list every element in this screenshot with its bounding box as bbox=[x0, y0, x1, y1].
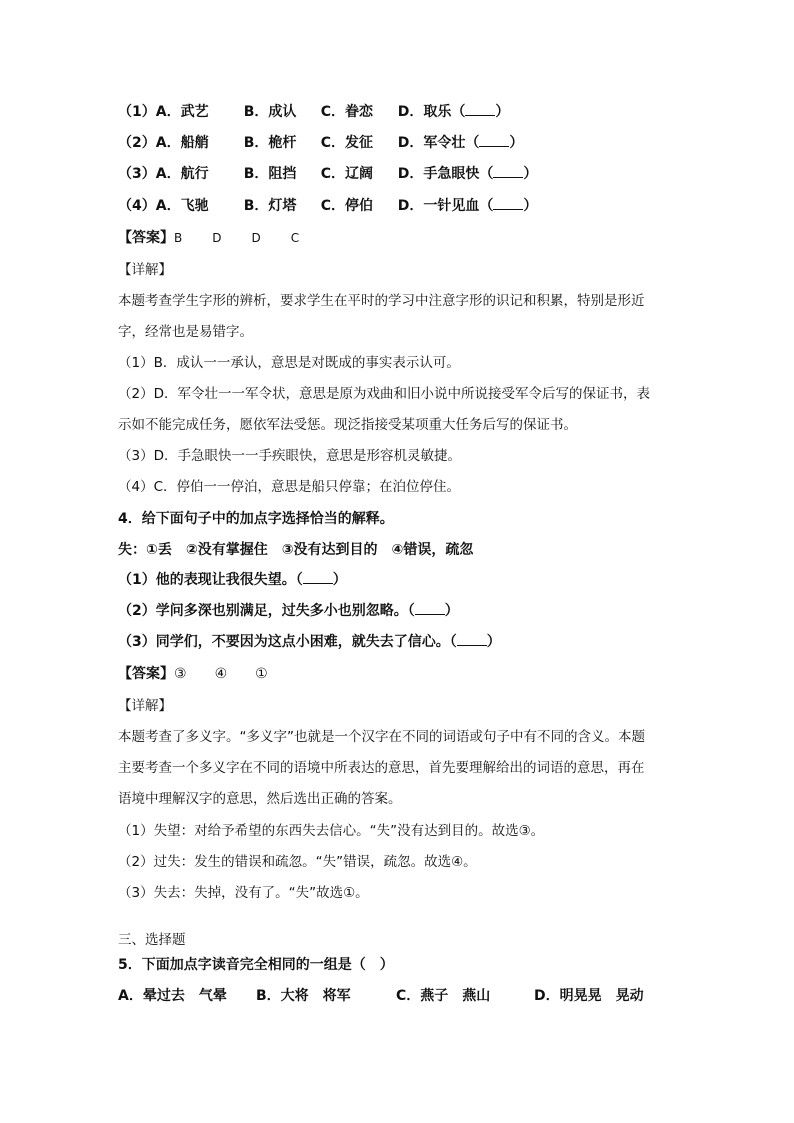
option-a: A．航行 bbox=[155, 166, 209, 182]
answer-value: ① bbox=[255, 666, 268, 682]
answer-label: 【答案】 bbox=[118, 666, 174, 682]
q4-answer bbox=[118, 664, 290, 684]
close-paren: ） bbox=[332, 572, 347, 588]
answer-blank[interactable] bbox=[493, 197, 523, 210]
detail-item: （4）C．停伯一一停泊，意思是船只停靠；在泊位停住。 bbox=[118, 479, 461, 495]
detail-item: （3）失去：失掉，没有了。“失”故选①。 bbox=[118, 885, 369, 901]
detail-paragraph: 主要考查一个多义字在不同的语境中所表达的意思，首先要理解给出的词语的意思，再在 bbox=[118, 760, 645, 776]
section-heading: 三、选择题 bbox=[118, 932, 186, 948]
option-c: C．燕子 燕山 bbox=[396, 988, 491, 1004]
detail-item: （1）B．成认一一承认，意思是对既成的事实表示认可。 bbox=[118, 355, 460, 371]
item-text: （3）同学们，不要因为这点小困难，就失去了信心。（ bbox=[118, 634, 457, 650]
answer-value: C bbox=[290, 231, 300, 245]
option-c: C．停伯 bbox=[320, 198, 374, 214]
q5-title: 5．下面加点字读音完全相同的一组是（ ） bbox=[118, 957, 394, 973]
option-b: B．成认 bbox=[243, 104, 297, 120]
option-b: B．大将 将军 bbox=[256, 988, 351, 1004]
detail-item: （2）D．军令壮一一军令状，意思是原为戏曲和旧小说中所说接受军令后写的保证书，表 bbox=[118, 386, 650, 402]
detail-paragraph: 本题考查学生字形的辨析，要求学生在平时的学习中注意字形的识记和积累，特别是形近 bbox=[118, 293, 645, 309]
answer-value: D bbox=[251, 231, 261, 245]
detail-item: （3）D．手急眼快一一手疾眼快，意思是形容机灵敏捷。 bbox=[118, 448, 461, 464]
q4-options: 失：①丢 ②没有掌握住 ③没有达到目的 ④错误，疏忽 bbox=[118, 542, 474, 558]
close-paren: ） bbox=[444, 603, 459, 619]
detail-label: 【详解】 bbox=[118, 262, 172, 278]
option-d: D．手急眼快（ bbox=[397, 166, 494, 182]
answer-blank[interactable] bbox=[415, 602, 445, 615]
answer-blank[interactable] bbox=[493, 165, 523, 178]
answer-blank[interactable] bbox=[457, 633, 487, 646]
option-a: A．飞驰 bbox=[155, 198, 209, 214]
answer-blank[interactable] bbox=[479, 134, 509, 147]
option-c: C．发征 bbox=[320, 135, 374, 151]
q3-answer bbox=[118, 228, 329, 248]
option-a: A．晕过去 气晕 bbox=[118, 988, 227, 1004]
option-d: D．取乐（ bbox=[397, 104, 466, 120]
detail-paragraph: 本题考查了多义字。“多义字”也就是一个汉字在不同的词语或句子中有不同的含义。本题 bbox=[118, 729, 645, 745]
detail-item: 示如不能完成任务，愿依军法受惩。现泛指接受某项重大任务后写的保证书。 bbox=[118, 417, 577, 433]
q3-row-4 bbox=[118, 196, 537, 216]
close-paren: ） bbox=[523, 166, 538, 182]
detail-label: 【详解】 bbox=[118, 698, 172, 714]
answer-value: D bbox=[212, 231, 222, 245]
row-number: （4） bbox=[118, 198, 156, 214]
row-number: （2） bbox=[118, 135, 156, 151]
q4-item-1 bbox=[118, 570, 347, 590]
option-a: A．船艄 bbox=[155, 135, 209, 151]
detail-item: （2）过失：发生的错误和疏忽。“失”错误，疏忽。故选④。 bbox=[118, 854, 477, 870]
option-b: B．阻挡 bbox=[243, 166, 297, 182]
close-paren: ） bbox=[509, 135, 524, 151]
answer-value: ④ bbox=[214, 666, 228, 682]
option-d: D．军令壮（ bbox=[397, 135, 480, 151]
q5-options bbox=[118, 986, 644, 1006]
option-c: C．辽阔 bbox=[320, 166, 374, 182]
option-b: B．桅杆 bbox=[243, 135, 297, 151]
option-d: D．一针见血（ bbox=[397, 198, 494, 214]
option-d: D．明晃晃 晃动 bbox=[534, 988, 644, 1004]
detail-paragraph: 字，经常也是易错字。 bbox=[118, 324, 253, 340]
answer-value: ③ bbox=[174, 666, 187, 682]
close-paren: ） bbox=[523, 198, 538, 214]
option-c: C．眷恋 bbox=[320, 104, 374, 120]
item-text: （2）学问多深也别满足，过失多小也别忽略。（ bbox=[118, 603, 415, 619]
q4-title: 4．给下面句子中的加点字选择恰当的解释。 bbox=[118, 511, 394, 527]
row-number: （3） bbox=[118, 166, 156, 182]
detail-paragraph: 语境中理解汉字的意思，然后选出正确的答案。 bbox=[118, 791, 402, 807]
answer-blank[interactable] bbox=[465, 103, 495, 116]
option-b: B．灯塔 bbox=[243, 198, 297, 214]
answer-blank[interactable] bbox=[303, 571, 333, 584]
q4-item-3 bbox=[118, 632, 501, 652]
q3-row-3 bbox=[118, 164, 537, 184]
option-a: A．武艺 bbox=[155, 104, 209, 120]
close-paren: ） bbox=[486, 634, 501, 650]
row-number: （1） bbox=[118, 104, 156, 120]
q3-row-1 bbox=[118, 102, 509, 122]
close-paren: ） bbox=[495, 104, 510, 120]
item-text: （1）他的表现让我很失望。（ bbox=[118, 572, 303, 588]
answer-label: 【答案】 bbox=[118, 230, 174, 246]
answer-value: B bbox=[174, 231, 183, 245]
detail-item: （1）失望：对给予希望的东西失去信心。“失”没有达到目的。故选③。 bbox=[118, 823, 545, 839]
q3-row-2 bbox=[118, 133, 523, 153]
q4-item-2 bbox=[118, 601, 459, 621]
